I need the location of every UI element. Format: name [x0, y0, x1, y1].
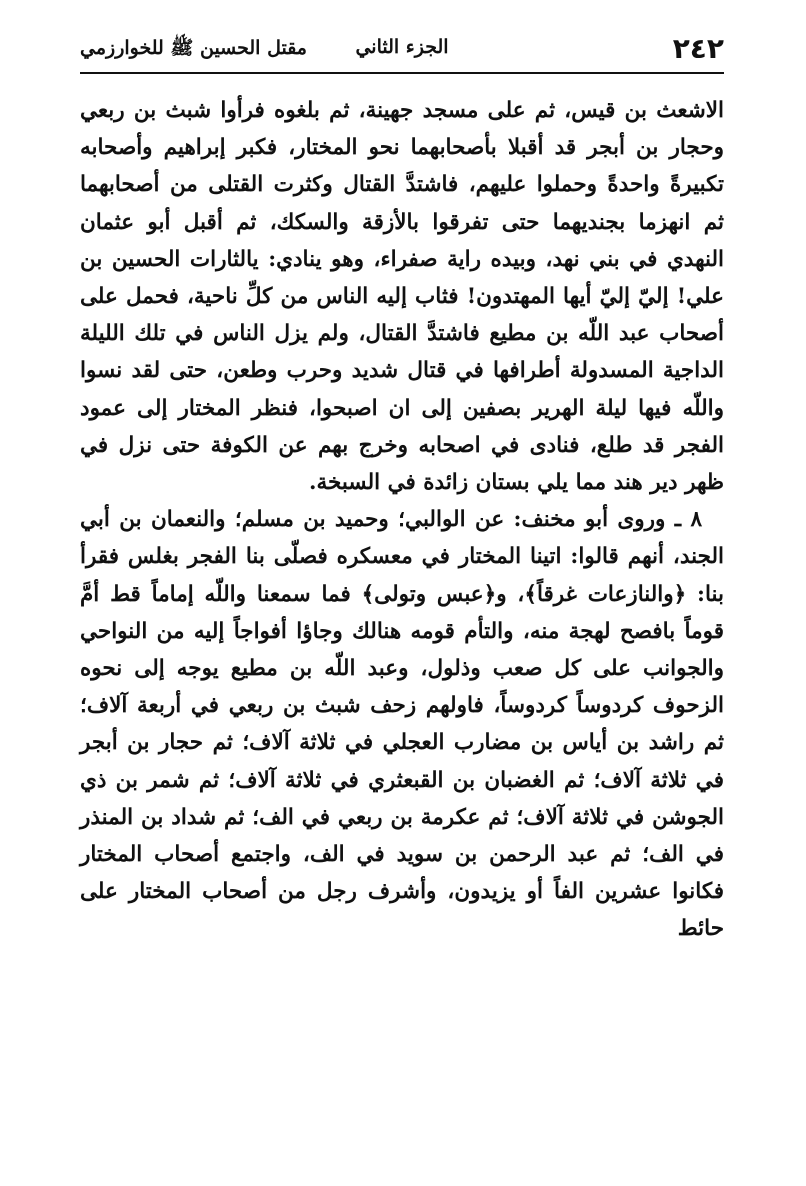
paragraph-1: الاشعث بن قيس، ثم على مسجد جهينة، ثم بلغوه فرأوا شبث بن ربعي وحجار بن أبجر قد أقبلا بأصحابهما نحو المختار، فكبر إبراهيم وأصحابه تكبيرةً واحدةً وحملوا عليهم، فاشتدَّ القتال وكثرت القتلى من أصحابهما ثم انهزما بجنديهما حتى تفرقوا بالأزقة والسكك، ثم أقبل أبو عثمان النهدي في بني نهد، وبيده راية صفراء، وهو ينادي: يالثارات الحسين بن علي! إليّ إليّ أيها المهتدون! فثاب إليه الناس من كلِّ ناحية، فحمل على أصحاب عبد اللّه بن مطيع فاشتدَّ القتال، ولم يزل الناس في تلك الليلة الداجية المسدولة أطرافها في قتال شديد وحرب وطعن، حتى لقد نسوا واللّه فيها ليلة الهرير بصفين إلى ان اصبحوا، فنظر المختار إلى عمود الفجر قد طلع، فنادى في اصحابه وخرج بهم عن الكوفة حتى نزل في ظهر دير هند مما يلي بستان زائدة في السبخة.	[80, 98, 724, 496]
header-rule	[80, 72, 724, 74]
page-header	[80, 30, 724, 74]
paragraph-2	[80, 501, 724, 947]
quran-verse-1: ﴿والنازعات غرقاً﴾	[524, 581, 687, 607]
page-number: ٢٤٢	[672, 32, 724, 65]
paragraph-2-part-c: فما سمعنا واللّه إماماً قط أمَّ قوماً بافصح لهجة منه، والتأم قومه هنالك وجاؤا أفواجاً إليه من النواحي والجوانب على كل صعب وذلول، وعبد اللّه بن مطيع يوجه إلى نحوه الزحوف كردوساً كردوساً، فاولهم زحف شبث بن ربعي في أربعة آلاف؛ ثم راشد بن أياس بن مضارب العجلي في ثلاثة آلاف؛ ثم حجار بن أبجر في ثلاثة آلاف؛ ثم الغضبان بن القبعثري في ثلاثة آلاف؛ ثم شمر بن ذي الجوشن في ثلاثة آلاف؛ ثم عكرمة بن ربعي في الف؛ ثم شداد بن المنذر في الف؛ ثم عبد الرحمن بن سويد في الف، واجتمع أصحاب المختار فكانوا عشرين الفاً أو يزيدون، وأشرف رجل من أصحاب المختار على حائط	[80, 581, 724, 942]
book-title: مقتل الحسين ﷺ للخوارزمي	[80, 37, 307, 59]
page-body	[80, 92, 724, 948]
quran-verse-2: ﴿عبس وتولى﴾	[361, 581, 497, 607]
part-title: الجزء الثاني	[355, 36, 449, 58]
paragraph-2-part-b: ، و	[496, 581, 525, 607]
paragraph-2-part-a: ٨ ـ وروى أبو مخنف: عن الوالبي؛ وحميد بن مسلم؛ والنعمان بن أبي الجند، أنهم قالوا: اتينا المختار في معسكره فصلّى بنا الفجر بغلس فقرأ بنا:	[80, 507, 725, 607]
